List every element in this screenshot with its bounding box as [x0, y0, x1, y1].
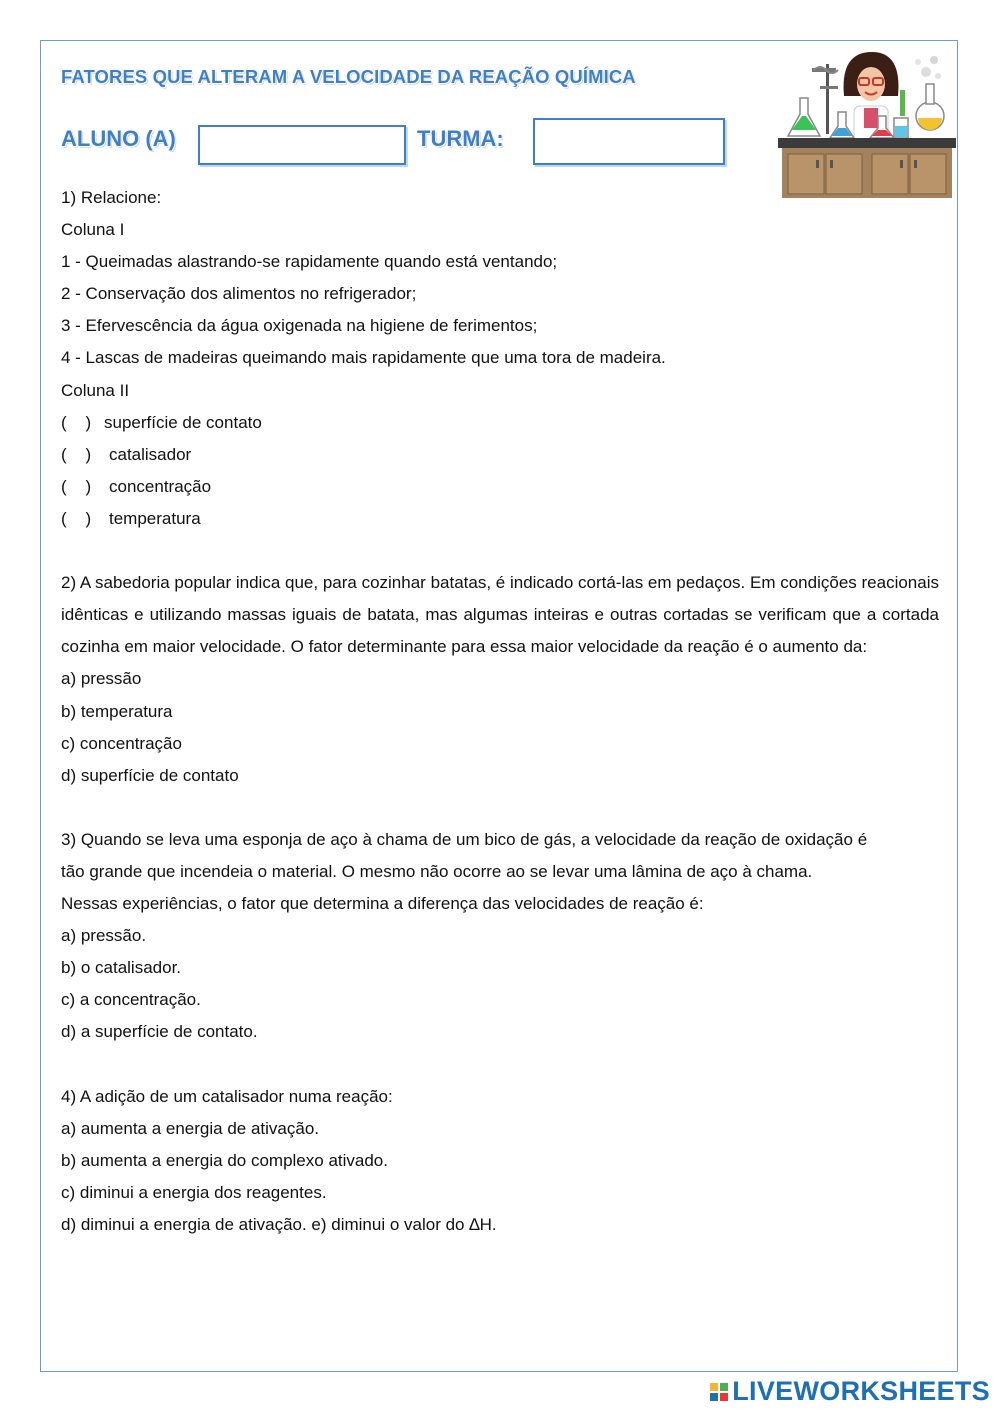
answer-parenthesis[interactable]: ( ): [61, 412, 92, 432]
chemistry-lab-illustration: [778, 46, 956, 198]
q4-prompt: 4) A adição de um catalisador numa reação:: [61, 1086, 393, 1106]
q1-col2-label: concentração: [109, 476, 212, 496]
q1-col2-title: Coluna II: [61, 380, 130, 400]
answer-parenthesis[interactable]: ( ): [61, 444, 92, 464]
q1-col1-item: 4 - Lascas de madeiras queimando mais rapidamente que uma tora de madeira.: [61, 348, 666, 368]
q3-text-line: 3) Quando se leva uma esponja de aço à chama de um bico de gás, a velocidade da reação de oxidação é: [61, 829, 868, 849]
answer-parenthesis[interactable]: ( ): [61, 476, 92, 496]
class-input[interactable]: [533, 118, 725, 165]
q2-option[interactable]: c) concentração: [61, 733, 182, 753]
q2-option[interactable]: a) pressão: [61, 669, 142, 689]
q3-option[interactable]: c) a concentração.: [61, 990, 201, 1010]
q3-text-line: Nessas experiências, o fator que determina a diferença das velocidades de reação é:: [61, 894, 704, 914]
q1-col2-item: [61, 439, 939, 471]
answer-parenthesis[interactable]: ( ): [61, 508, 92, 528]
q1-col1-item: 1 - Queimadas alastrando-se rapidamente quando está ventando;: [61, 252, 558, 272]
brand-name: LIVEWORKSHEETS: [732, 1376, 990, 1406]
q1-col2-label: catalisador: [109, 444, 192, 464]
worksheet-content: [61, 182, 939, 1241]
q1-col2-label: temperatura: [109, 508, 201, 528]
page-title: FATORES QUE ALTERAM A VELOCIDADE DA REAÇÃO QUÍMICA: [61, 66, 636, 87]
q1-col1-title: Coluna I: [61, 220, 125, 240]
q1-prompt: 1) Relacione:: [61, 188, 162, 207]
q3-option[interactable]: a) pressão.: [61, 926, 147, 946]
q1-col2-item: [61, 407, 939, 439]
q1-col2-item: [61, 471, 939, 503]
q3-option[interactable]: d) a superfície de contato.: [61, 1022, 258, 1042]
q4-option[interactable]: b) aumenta a energia do complexo ativado.: [61, 1150, 388, 1170]
q3-option[interactable]: b) o catalisador.: [61, 958, 182, 978]
liveworksheets-logo: [710, 1376, 990, 1407]
brand-squares-icon: [710, 1383, 728, 1401]
q1-col1-item: 2 - Conservação dos alimentos no refrigerador;: [61, 284, 417, 304]
q1-col1-item: 3 - Efervescência da água oxigenada na higiene de ferimentos;: [61, 316, 538, 336]
student-name-input[interactable]: [198, 125, 406, 165]
q4-option[interactable]: c) diminui a energia dos reagentes.: [61, 1182, 327, 1202]
q4-option[interactable]: a) aumenta a energia de ativação.: [61, 1118, 320, 1138]
q2-option[interactable]: d) superfície de contato: [61, 765, 239, 785]
class-label: TURMA:: [417, 126, 504, 151]
q1-col2-item: [61, 503, 939, 535]
q2-option[interactable]: b) temperatura: [61, 701, 173, 721]
q1-col2-label: superfície de contato: [104, 412, 262, 432]
q3-text-line: tão grande que incendeia o material. O mesmo não ocorre ao se levar uma lâmina de aço à chama.: [61, 861, 813, 881]
q2-text: 2) A sabedoria popular indica que, para cozinhar batatas, é indicado cortá-las em pedaços. Em condições reacionais idênticas e utilizando massas iguais de batata, mas algumas inteiras e outras cortadas se verificam que a cortada cozinha em maior velocidade. O fator determinante para essa maior velocidade da reação é o aumento da:: [61, 573, 939, 657]
student-label: ALUNO (A): [61, 126, 176, 151]
q4-option[interactable]: d) diminui a energia de ativação. e) diminui o valor do ∆H.: [61, 1215, 497, 1234]
